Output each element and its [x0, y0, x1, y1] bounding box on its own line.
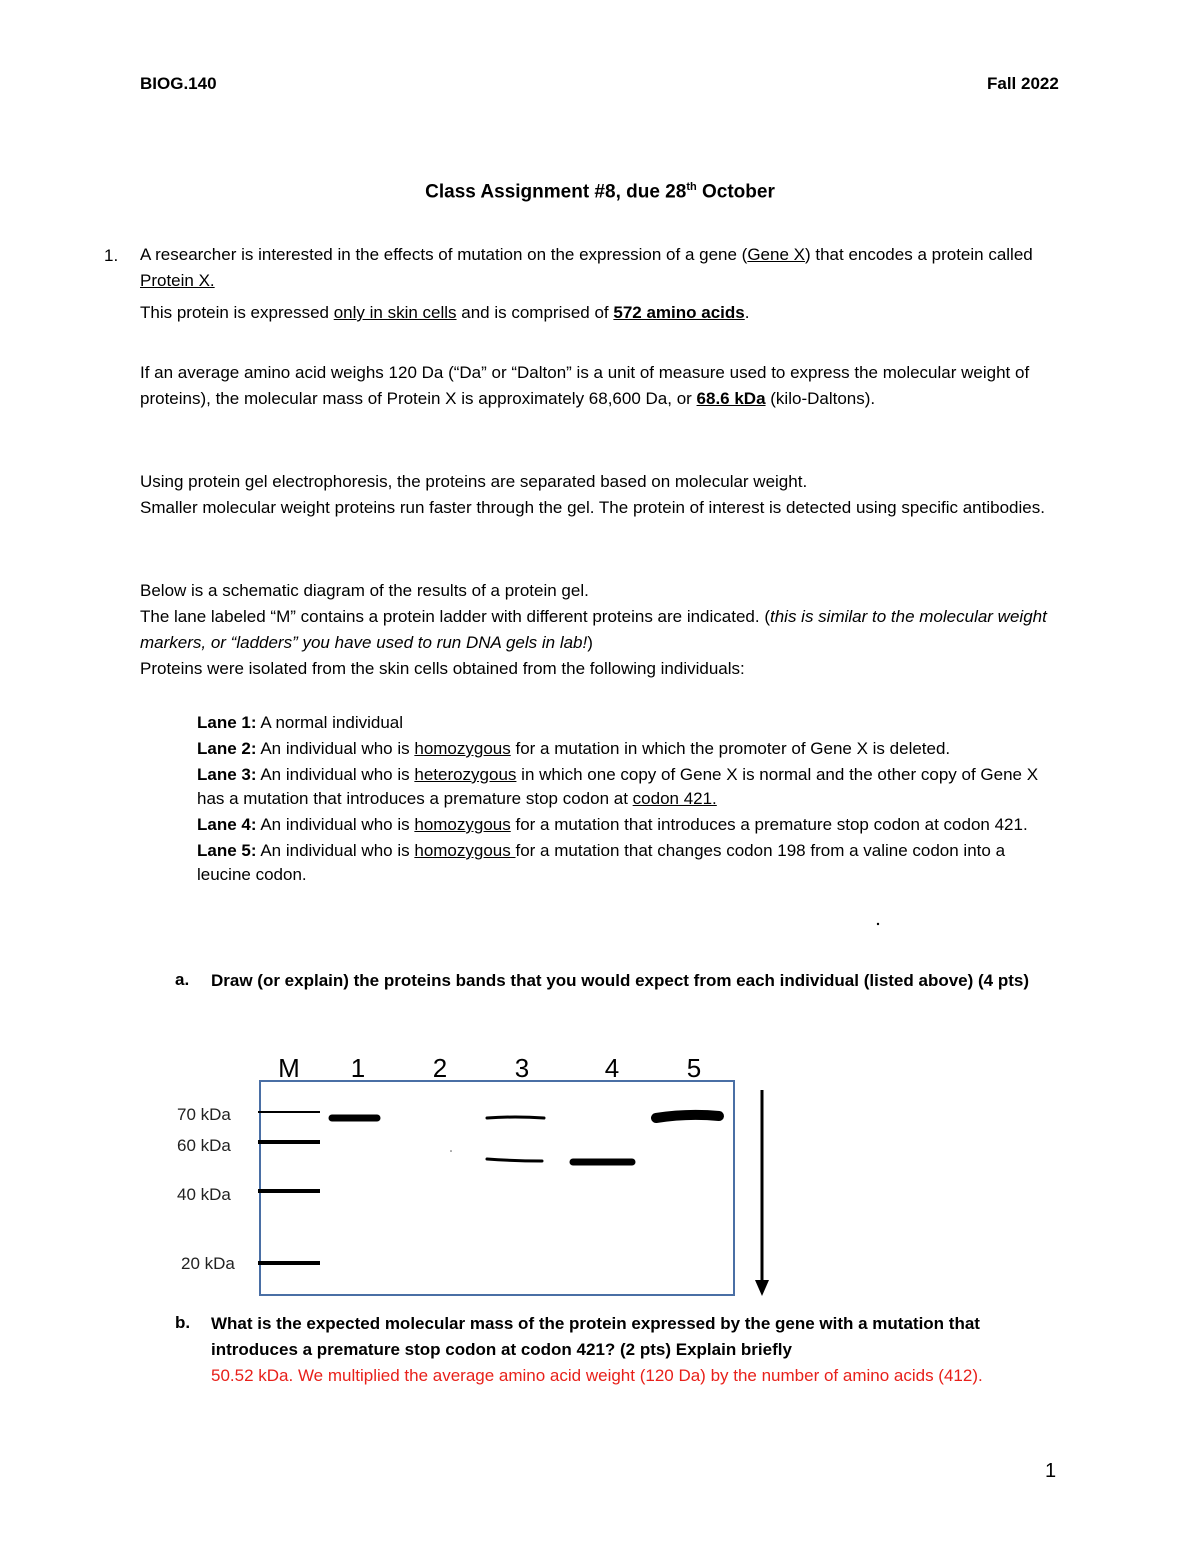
gel-description-paragraph: Below is a schematic diagram of the results of a protein gel. The lane labeled “M” contains a protein ladder with different proteins are indicated. (this is similar to the molecular weight markers, or “ladders” you have used to run DNA gels in lab!) Proteins were isolated from the skin cells obtained from the following individuals: — [140, 581, 1047, 678]
marker-label: 20 kDa — [181, 1254, 235, 1273]
gel-lane-label: 3 — [514, 1053, 530, 1083]
page-number: 1 — [1045, 1460, 1057, 1482]
question-a-letter: a. — [175, 970, 190, 989]
assignment-title: Class Assignment #8, due 28th October — [425, 181, 775, 203]
question-b-text: What is the expected molecular mass of the protein expressed by the gene with a mutation that introduces a premature stop codon at codon 421? (2 pts) Explain briefly — [211, 1314, 980, 1359]
lane-item: Lane 4: An individual who is homozygous for a mutation that introduces a premature stop codon at codon 421. — [197, 815, 1028, 834]
lane-3-band-lower — [487, 1159, 542, 1161]
marker-label: 40 kDa — [177, 1185, 231, 1204]
electrophoresis-paragraph: Using protein gel electrophoresis, the proteins are separated based on molecular weight. Smaller molecular weight proteins run faster through the gel. The protein of interest is detected using specific antibodies. — [140, 472, 1045, 517]
lane-item: Lane 5: An individual who is homozygous for a mutation that changes codon 198 from a valine codon into a leucine codon. — [197, 841, 1006, 884]
gel-speck — [450, 1150, 452, 1152]
arrowhead-icon — [755, 1280, 769, 1296]
question-a-text: Draw (or explain) the proteins bands that you would expect from each individual (listed above) (4 pts) — [211, 971, 1030, 990]
lane-item: Lane 2: An individual who is homozygous for a mutation in which the promoter of Gene X is deleted. — [197, 739, 951, 758]
question-b-letter: b. — [175, 1313, 191, 1332]
skin-cells-term: only in skin cells — [333, 303, 457, 322]
question-1-intro: A researcher is interested in the effects of mutation on the expression of a gene (Gene X) that encodes a protein called Protein X. — [140, 245, 1033, 290]
question-1-expression: This protein is expressed only in skin cells and is comprised of 572 amino acids. — [140, 303, 750, 322]
question-1-number: 1. — [104, 246, 119, 265]
gel-lane-label: 5 — [686, 1053, 702, 1083]
marker-label: 70 kDa — [177, 1105, 231, 1124]
molecular-mass-paragraph: If an average amino acid weighs 120 Da (“Da” or “Dalton” is a unit of measure used to express the molecular weight of proteins), the molecular mass of Protein X is approximately 68,600 Da, or 68.6 kDa (kilo-Daltons). — [140, 363, 1030, 408]
protein-x-term: Protein X. — [140, 271, 215, 290]
question-b-answer: 50.52 kDa. We multiplied the average amino acid weight (120 Da) by the number of amino acids (412). — [211, 1366, 983, 1385]
course-code: BIOG.140 — [140, 74, 217, 93]
marker-label: 60 kDa — [177, 1136, 231, 1155]
gel-lane-label: 1 — [350, 1053, 366, 1083]
lane-item: Lane 1: A normal individual — [197, 713, 404, 732]
gel-lane-label: 4 — [604, 1053, 620, 1083]
amino-acid-count: 572 amino acids — [613, 303, 745, 322]
gel-lane-label: M — [278, 1053, 300, 1083]
lane-item: Lane 3: An individual who is heterozygous in which one copy of Gene X is normal and the other copy of Gene X has a mutation that introduces a premature stop codon at codon 421. — [197, 765, 1039, 808]
stray-dot — [877, 923, 879, 925]
lane-5-band — [656, 1115, 719, 1118]
gene-x-term: Gene X — [747, 245, 805, 264]
gel-lane-label: 2 — [432, 1053, 448, 1083]
term-label: Fall 2022 — [987, 74, 1059, 93]
kda-value: 68.6 kDa — [696, 389, 766, 408]
lane-3-band-upper — [487, 1117, 544, 1118]
